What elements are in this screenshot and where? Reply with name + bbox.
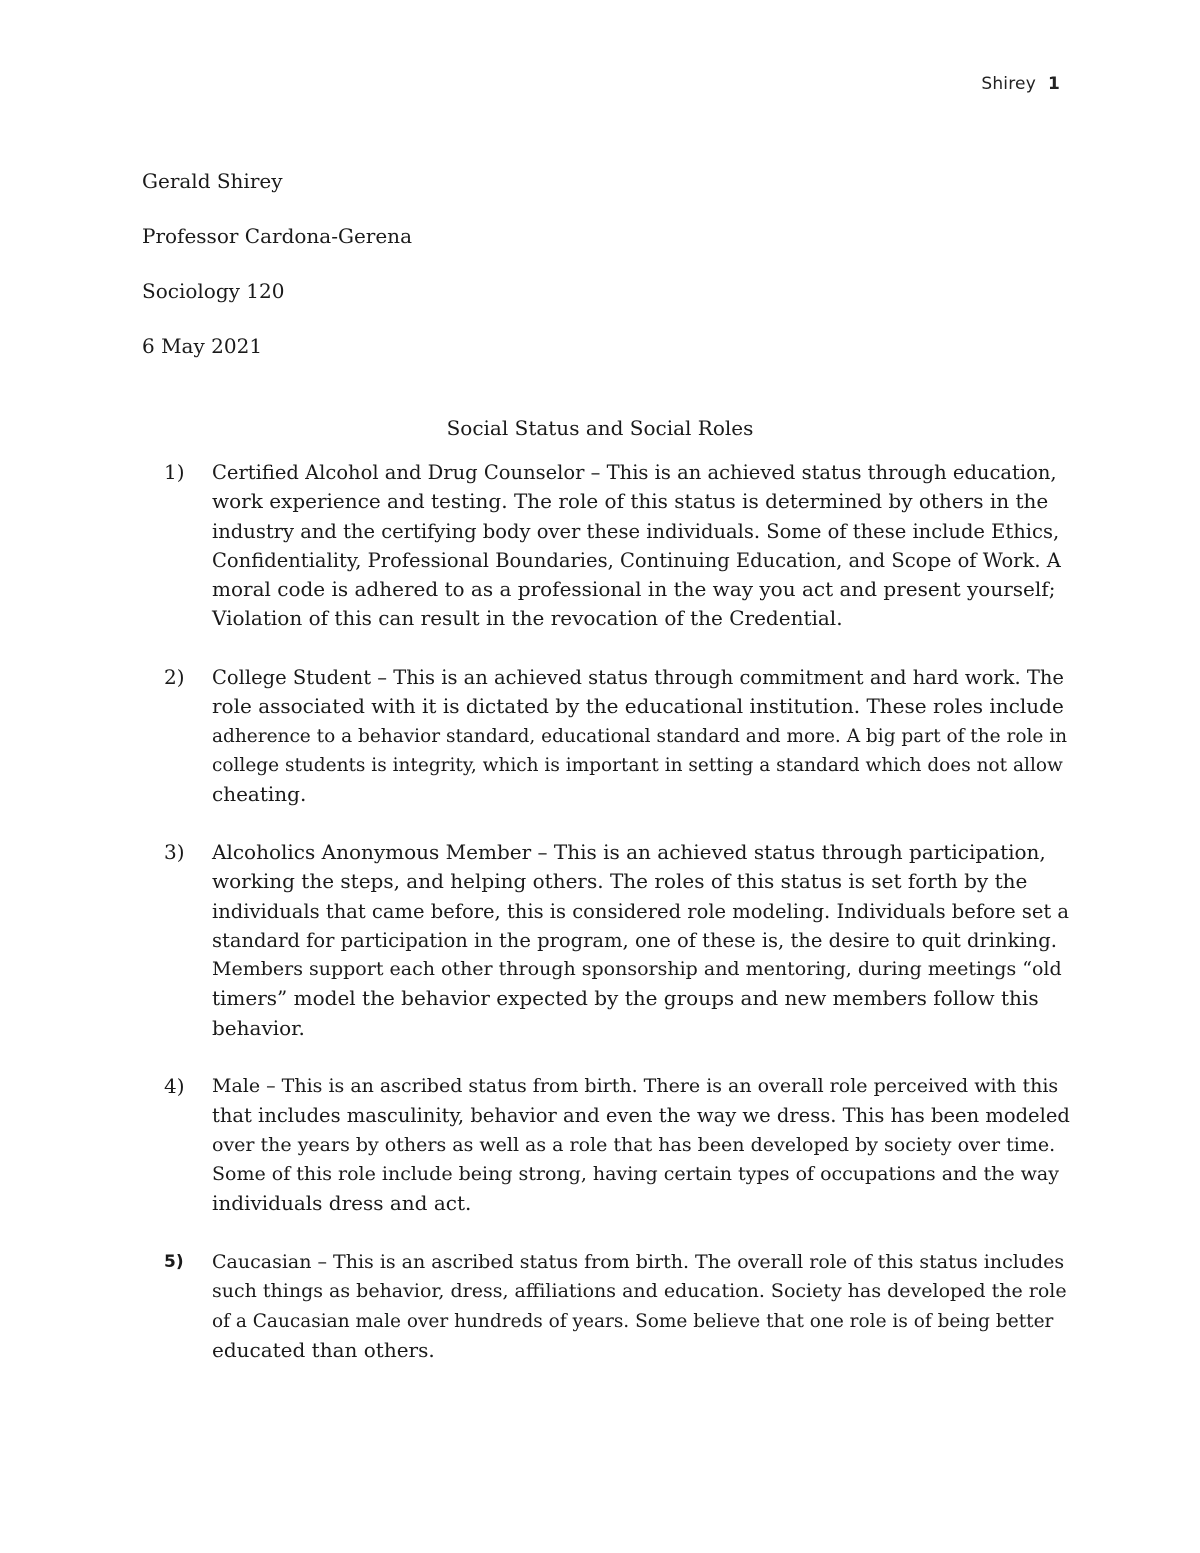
list-item-line: individuals dress and act. <box>212 1191 472 1216</box>
list-item-line: cheating. <box>212 782 307 807</box>
list-item-line: work experience and testing. The role of this status is determined by others in the <box>212 489 1049 514</box>
list-item-line: behavior. <box>212 1015 305 1040</box>
list-item-line: moral code is adhered to as a professional in the way you act and present yourself; <box>212 577 1056 602</box>
list-item-line: individuals that came before, this is considered role modeling. Individuals before set a <box>212 899 1070 923</box>
header-author-surname: Shirey <box>981 74 1036 94</box>
list-item-line: of a Caucasian male over hundreds of years. Some believe that one role is of being better <box>212 1310 1054 1332</box>
student-name: Gerald Shirey <box>142 169 283 193</box>
list-item <box>164 663 1072 809</box>
list-item-line: such things as behavior, dress, affiliations and education. Society has developed the role <box>212 1280 1067 1303</box>
header-page-number: 1 <box>1047 74 1060 94</box>
list-item-line: Male – This is an ascribed status from birth. There is an overall role perceived with this <box>212 1075 1059 1097</box>
document-title: Social Status and Social Roles <box>446 416 754 440</box>
list-item-line: Confidentiality, Professional Boundaries, Continuing Education, and Scope of Work. A <box>212 548 1061 572</box>
list-item <box>164 838 1072 1043</box>
list-item-line: Alcoholics Anonymous Member – This is an achieved status through participation, <box>212 840 1046 864</box>
list-item-line: role associated with it is dictated by the educational institution. These roles include <box>212 694 1064 719</box>
running-header <box>981 74 1060 94</box>
list-item-line: college students is integrity, which is important in setting a standard which does not allow <box>212 754 1063 776</box>
list-item-line: Some of this role include being strong, having certain types of occupations and the way <box>212 1162 1059 1185</box>
list-item-line: timers” model the behavior expected by the groups and new members follow this <box>212 986 1039 1011</box>
list-item-line: Members support each other through sponsorship and mentoring, during meetings “old <box>212 958 1062 981</box>
list-item-number: 1) <box>164 460 185 484</box>
list-item-line: adherence to a behavior standard, educational standard and more. A big part of the role in <box>212 725 1068 747</box>
list-item <box>164 1248 1072 1365</box>
list-item-number: 5) <box>164 1252 184 1272</box>
list-item-line: Caucasian – This is an ascribed status from birth. The overall role of this status includes <box>212 1251 1065 1273</box>
list-item <box>164 458 1072 634</box>
document-date: 6 May 2021 <box>142 334 263 358</box>
professor-name: Professor Cardona-Gerena <box>142 224 412 248</box>
list-item-line: Certified Alcohol and Drug Counselor – This is an achieved status through education, <box>212 461 1057 484</box>
course-name: Sociology 120 <box>142 279 285 303</box>
list-item-line: over the years by others as well as a role that has been developed by society over time. <box>212 1133 1056 1156</box>
list-item-number: 4) <box>164 1074 185 1098</box>
list-item-line: standard for participation in the program, one of these is, the desire to quit drinking. <box>212 928 1057 952</box>
list-item-number: 3) <box>164 840 185 864</box>
list-item-line: that includes masculinity, behavior and even the way we dress. This has been modeled <box>212 1104 1070 1128</box>
mla-heading <box>142 168 412 388</box>
list-item-line: College Student – This is an achieved status through commitment and hard work. The <box>212 666 1064 689</box>
list-item-line: industry and the certifying body over these individuals. Some of these include Ethics, <box>212 519 1060 543</box>
list-item-number: 2) <box>164 665 185 689</box>
list-item-line: working the steps, and helping others. The roles of this status is set forth by the <box>212 869 1028 894</box>
list-item-line: Violation of this can result in the revocation of the Credential. <box>212 606 843 631</box>
list-item-line: educated than others. <box>212 1337 435 1362</box>
list-item <box>164 1072 1072 1218</box>
